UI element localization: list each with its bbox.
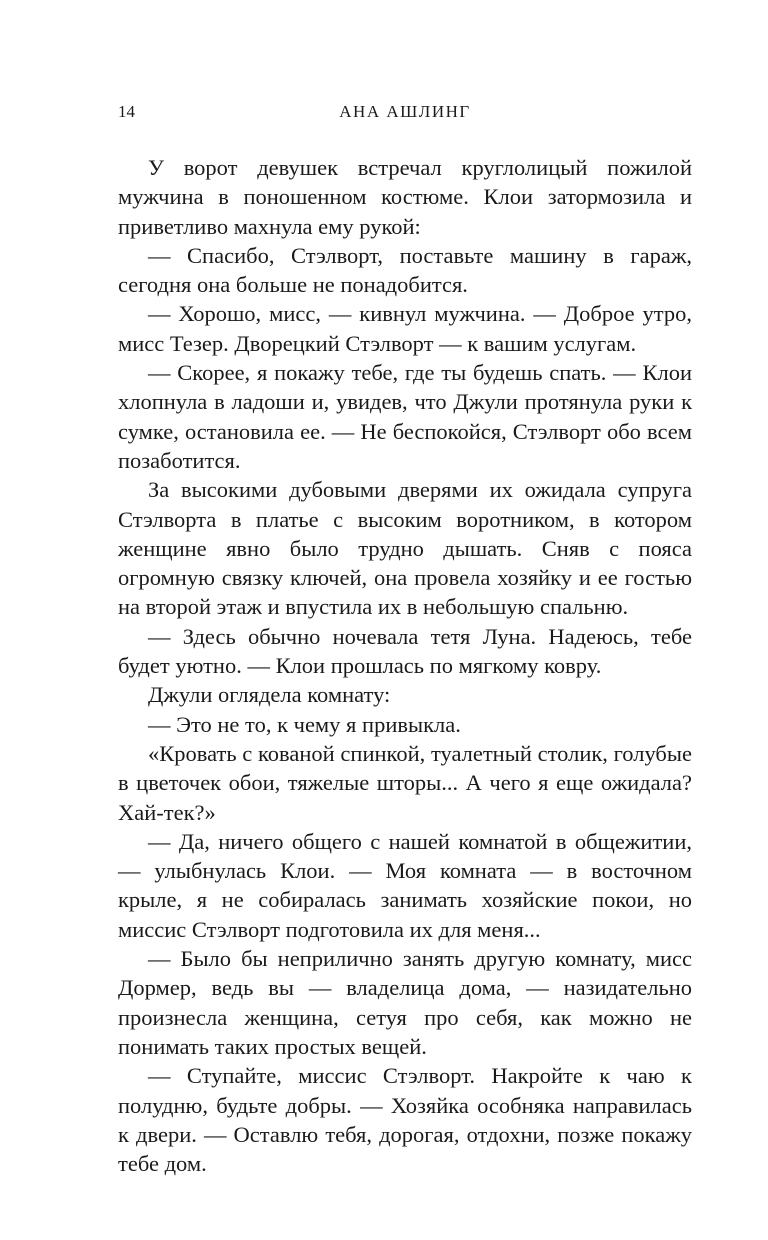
paragraph: Джули оглядела комнату:: [148, 682, 391, 708]
paragraph: — Это не то, к чему я привыкла.: [148, 711, 461, 737]
paragraph: — Скорее, я покажу тебе, где ты будешь спать. — Клои хлопнула в ладоши и, увидев, что Джули протянула руки к сумке, остановила ее. — Не беспокойся, Стэлворт обо всем позаботится.: [118, 360, 692, 473]
paragraph: — Спасибо, Стэлворт, поставьте машину в гараж, сегодня она больше не понадобится.: [118, 242, 692, 298]
body-text: [118, 153, 692, 1178]
paragraph: — Было бы неприлично занять другую комнату, мисс Дормер, ведь вы — владелица дома, — назидательно произнесла женщина, сетуя про себя, как можно не понимать таких простых вещей.: [118, 946, 692, 1059]
page-number: 14: [118, 102, 135, 121]
paragraph: У ворот девушек встречал круглолицый пожилой мужчина в поношенном костюме. Клои затормозила и приветливо махнула ему рукой:: [118, 155, 692, 239]
paragraph: — Да, ничего общего с нашей комнатой в общежитии, — улыбнулась Клои. — Моя комната — в восточном крыле, я не собиралась занимать хозяйские покои, но миссис Стэлворт подготовила их для меня...: [118, 828, 692, 942]
running-head: [118, 102, 692, 122]
paragraph: За высокими дубовыми дверями их ожидала супруга Стэлворта в платье с высоким воротником, в котором женщине явно было трудно дышать. Сняв с пояса огромную связку ключей, она провела хозяйку и ее гостью на второй этаж и впустила их в небольшую спальню.: [118, 477, 692, 620]
paragraph: «Кровать с кованой спинкой, туалетный столик, голубые в цветочек обои, тяжелые шторы... А чего я еще ожидала? Хай-тек?»: [118, 740, 692, 825]
paragraph: — Здесь обычно ночевала тетя Луна. Надеюсь, тебе будет уютно. — Клои прошлась по мягкому ковру.: [118, 623, 692, 679]
paragraph: — Хорошо, мисс, — кивнул мужчина. — Доброе утро, мисс Тезер. Дворецкий Стэлворт — к вашим услугам.: [118, 301, 692, 356]
book-author: АНА АШЛИНГ: [339, 102, 471, 121]
paragraph: — Ступайте, миссис Стэлворт. Накройте к чаю к полудню, будьте добры. — Хозяйка особняка направилась к двери. — Оставлю тебя, дорогая, отдохни, позже покажу тебе дом.: [118, 1063, 692, 1177]
